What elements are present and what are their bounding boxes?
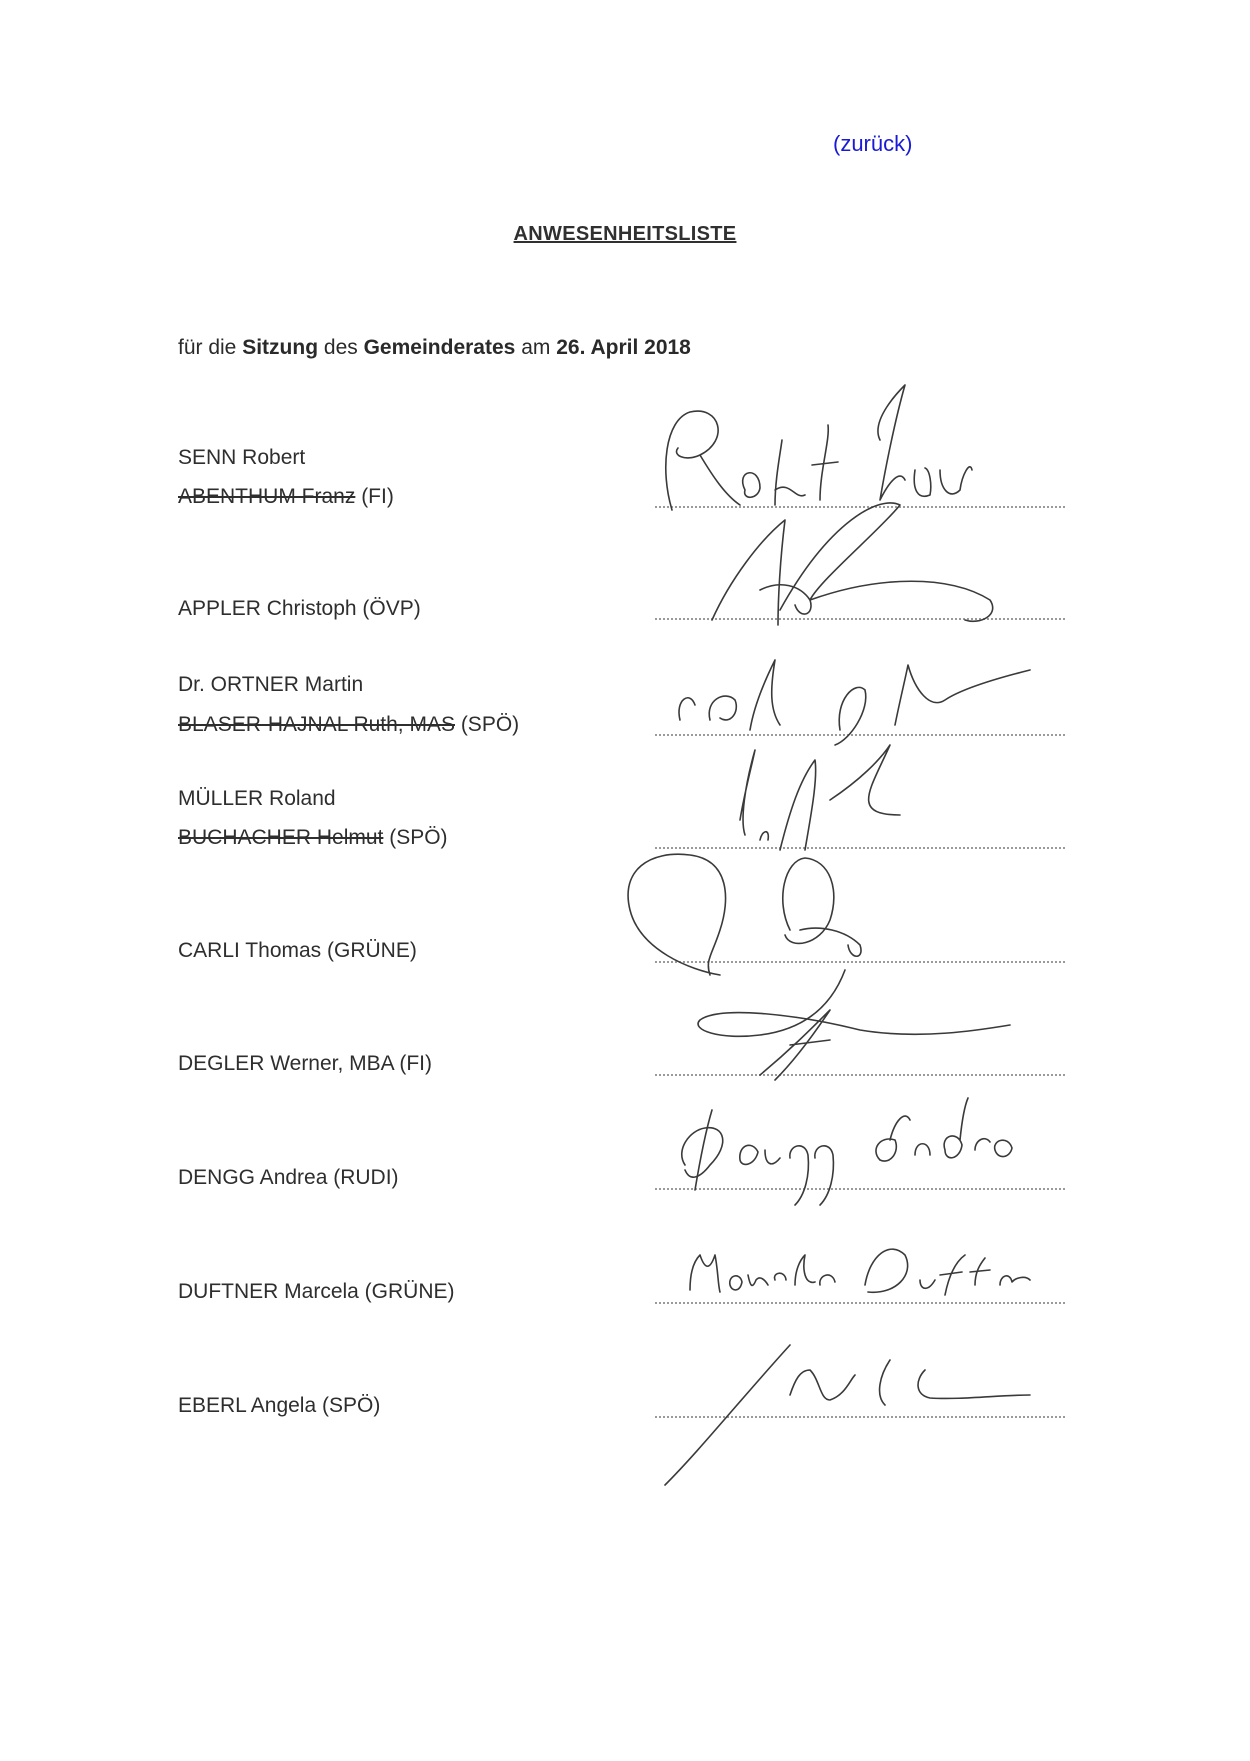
meeting-line	[178, 336, 691, 360]
entry-5-name: CARLI Thomas (GRÜNE)	[178, 939, 417, 962]
entry-1-party: (FI)	[355, 485, 394, 508]
entry-4-struck: BUCHACHER Helmut	[178, 826, 384, 849]
signature-line-1	[655, 506, 1065, 508]
signature-duftner	[690, 1249, 1030, 1295]
meeting-date: 26. April 2018	[556, 336, 691, 359]
signature-line-3	[655, 734, 1065, 736]
entry-3-struck: BLASER-HAJNAL Ruth, MAS	[178, 713, 455, 736]
entry-9-name: EBERL Angela (SPÖ)	[178, 1394, 381, 1417]
signature-mueller	[740, 745, 900, 850]
meeting-prefix: für die	[178, 336, 237, 359]
entry-6-name: DEGLER Werner, MBA (FI)	[178, 1052, 432, 1075]
signature-line-4	[655, 847, 1065, 849]
meeting-word-sitzung: Sitzung	[242, 336, 319, 359]
signature-degler	[698, 970, 1010, 1080]
signature-ortner	[679, 660, 1030, 745]
signature-line-8	[655, 1302, 1065, 1304]
meeting-mid1: des	[323, 336, 358, 359]
entry-3-substitute	[178, 713, 519, 737]
entry-1-struck: ABENTHUM Franz	[178, 485, 356, 508]
entry-4-substitute	[178, 826, 448, 850]
signature-senn	[666, 385, 972, 510]
signature-line-5	[655, 961, 1065, 963]
document-title: ANWESENHEITSLISTE	[513, 223, 737, 245]
signature-eberl	[665, 1345, 1030, 1485]
entry-1-substitute	[178, 485, 394, 509]
signature-line-2	[655, 618, 1065, 620]
signature-appler	[712, 503, 993, 625]
entry-1-name: SENN Robert	[178, 446, 306, 469]
entry-8-name: DUFTNER Marcela (GRÜNE)	[178, 1280, 455, 1303]
signature-line-6	[655, 1074, 1065, 1076]
meeting-mid2: am	[521, 336, 551, 359]
meeting-word-gemeinderat: Gemeinderates	[363, 336, 516, 359]
entry-3-name: Dr. ORTNER Martin	[178, 673, 364, 696]
entry-4-party: (SPÖ)	[383, 826, 448, 849]
back-link[interactable]: (zurück)	[833, 131, 913, 156]
entry-7-name: DENGG Andrea (RUDI)	[178, 1166, 399, 1189]
signature-carli	[628, 854, 861, 975]
entry-2-name: APPLER Christoph (ÖVP)	[178, 597, 421, 620]
entry-4-name: MÜLLER Roland	[178, 787, 336, 810]
signature-line-7	[655, 1188, 1065, 1190]
entry-3-party: (SPÖ)	[454, 713, 520, 736]
signature-line-9	[655, 1416, 1065, 1418]
